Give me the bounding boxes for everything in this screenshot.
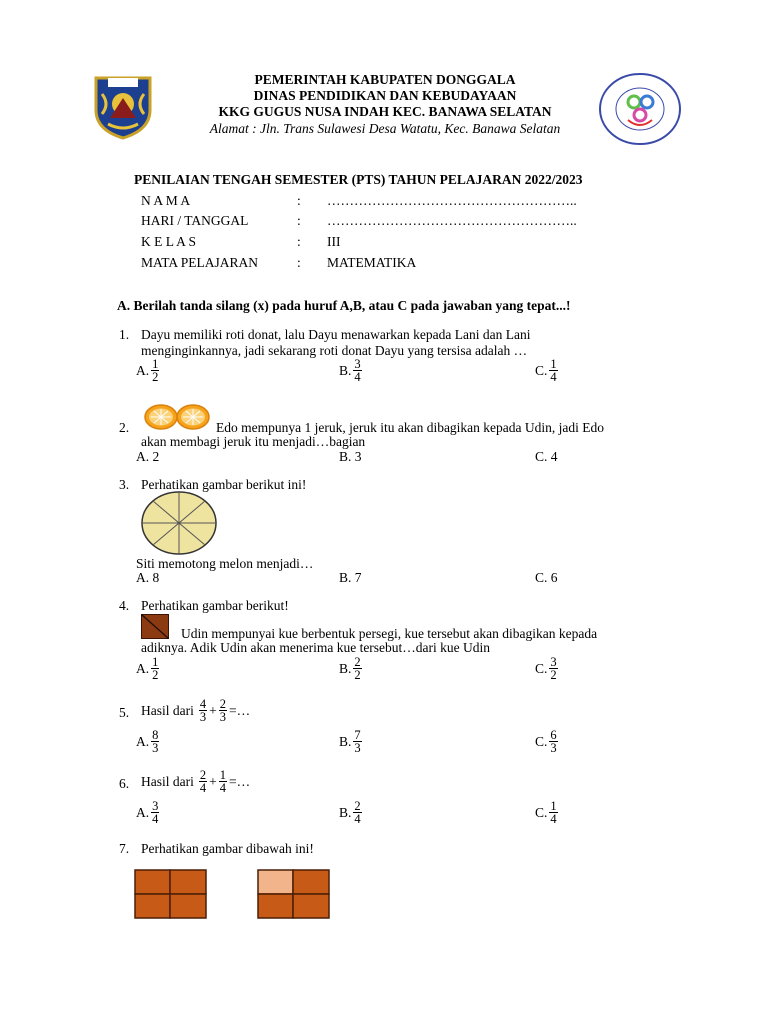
- exam-title: PENILAIAN TENGAH SEMESTER (PTS) TAHUN PELAJARAN 2022/2023: [134, 172, 583, 187]
- q6-option-b[interactable]: [339, 800, 362, 825]
- q2-number: 2.: [119, 420, 130, 435]
- identity-sep-name: :: [297, 193, 301, 208]
- q1-option-b[interactable]: [339, 358, 362, 383]
- q2-option-a[interactable]: A. 2: [136, 449, 160, 464]
- option-letter: B.: [339, 660, 352, 676]
- identity-sep-subject: :: [297, 255, 301, 270]
- identity-sep-date: :: [297, 213, 301, 228]
- fraction: [549, 358, 557, 383]
- header-line-2: DINAS PENDIDIKAN DAN KEBUDAYAAN: [253, 88, 517, 103]
- regency-logo: [90, 74, 156, 140]
- denominator: 4: [199, 781, 207, 795]
- expression-suffix: =…: [229, 773, 251, 789]
- q7-number: 7.: [119, 841, 130, 856]
- numerator: 1: [550, 799, 557, 813]
- option-letter: C.: [535, 804, 548, 820]
- q4-line-2: Udin mempunyai kue berbentuk persegi, kue tersebut akan dibagikan kepada: [181, 626, 598, 641]
- q1-option-c[interactable]: [535, 358, 558, 383]
- numerator: 2: [219, 697, 226, 711]
- q3-option-a[interactable]: A. 8: [136, 570, 160, 585]
- expression-suffix: =…: [229, 702, 251, 718]
- option-letter: B.: [339, 362, 352, 378]
- fraction: [353, 656, 361, 681]
- numerator: 2: [199, 768, 207, 782]
- fraction: [219, 769, 227, 794]
- denominator: 3: [354, 741, 361, 755]
- denominator: 2: [152, 668, 159, 682]
- option-letter: B.: [339, 733, 352, 749]
- orange-halves-image: [143, 403, 213, 431]
- numerator: 8: [152, 728, 159, 742]
- q1-line-1: Dayu memiliki roti donat, lalu Dayu menawarkan kepada Lani dan Lani: [141, 327, 531, 342]
- q3-option-b[interactable]: B. 7: [339, 570, 362, 585]
- denominator: 2: [550, 668, 557, 682]
- q7-cake-figure-1: [134, 869, 207, 919]
- fraction: [151, 358, 159, 383]
- denominator: 3: [152, 741, 159, 755]
- identity-sep-class: :: [297, 234, 301, 249]
- option-letter: A.: [136, 733, 150, 749]
- header-line-1: PEMERINTAH KABUPATEN DONGGALA: [254, 72, 516, 87]
- q3-line-2: Siti memotong melon menjadi…: [136, 556, 314, 571]
- numerator: 6: [550, 728, 557, 742]
- identity-label-class: K E L A S: [141, 234, 197, 249]
- expression-prefix: Hasil dari: [141, 773, 194, 789]
- q2-option-b[interactable]: B. 3: [339, 449, 362, 464]
- denominator: 4: [152, 812, 159, 826]
- denominator: 4: [219, 781, 226, 795]
- melon-slices-image: [140, 490, 218, 556]
- fraction: [549, 800, 557, 825]
- identity-value-class: III: [327, 234, 341, 249]
- fraction: [219, 698, 227, 723]
- q6-option-a[interactable]: [136, 800, 159, 825]
- denominator: 3: [550, 741, 557, 755]
- q6-number: 6.: [119, 776, 130, 791]
- fraction: [549, 656, 557, 681]
- q4-line-3: adiknya. Adik Udin akan menerima kue tersebut…dari kue Udin: [141, 640, 491, 655]
- numerator: 4: [199, 697, 207, 711]
- denominator: 4: [354, 812, 361, 826]
- option-letter: C.: [535, 733, 548, 749]
- numerator: 3: [550, 655, 557, 669]
- denominator: 3: [199, 710, 207, 724]
- numerator: 1: [219, 768, 226, 782]
- fraction: [199, 769, 207, 794]
- q4-option-a[interactable]: [136, 656, 159, 681]
- q2-line-1: Edo mempunya 1 jeruk, jeruk itu akan dibagikan kepada Udin, jadi Edo: [216, 420, 605, 435]
- fraction: [353, 358, 361, 383]
- identity-value-subject: MATEMATIKA: [327, 255, 417, 270]
- identity-value-date[interactable]: ………………………………………………..: [327, 213, 577, 228]
- fraction: [151, 656, 159, 681]
- fraction: [353, 800, 361, 825]
- q3-line-1: Perhatikan gambar berikut ini!: [141, 477, 307, 492]
- identity-value-name[interactable]: ………………………………………………..: [327, 193, 577, 208]
- q2-option-c[interactable]: C. 4: [535, 449, 558, 464]
- option-letter: A.: [136, 362, 150, 378]
- denominator: 2: [152, 370, 159, 384]
- numerator: 3: [152, 799, 159, 813]
- identity-label-name: N A M A: [141, 193, 191, 208]
- fraction: [151, 729, 159, 754]
- section-a-instruction: A. Berilah tanda silang (x) pada huruf A,B, atau C pada jawaban yang tepat...!: [117, 298, 571, 313]
- denominator: 4: [354, 370, 361, 384]
- option-letter: C.: [535, 362, 548, 378]
- numerator: 7: [354, 728, 361, 742]
- denominator: 2: [354, 668, 361, 682]
- operator: +: [209, 773, 217, 789]
- q1-line-2: menginginkannya, jadi sekarang roti donat Dayu yang tersisa adalah …: [141, 343, 528, 358]
- q4-line-1: Perhatikan gambar berikut!: [141, 598, 289, 613]
- expression-prefix: Hasil dari: [141, 702, 194, 718]
- q5-option-a[interactable]: [136, 729, 159, 754]
- q7-cake-figure-2: [257, 869, 330, 919]
- q5-expression: [141, 698, 250, 723]
- identity-label-subject: MATA PELAJARAN: [141, 255, 259, 270]
- q7-line-1: Perhatikan gambar dibawah ini!: [141, 841, 314, 856]
- q5-option-b[interactable]: [339, 729, 362, 754]
- identity-label-date: HARI / TANGGAL: [141, 213, 249, 228]
- numerator: 3: [354, 357, 361, 371]
- numerator: 2: [354, 655, 361, 669]
- fraction: [549, 729, 557, 754]
- q4-option-c[interactable]: [535, 656, 558, 681]
- q4-option-b[interactable]: [339, 656, 362, 681]
- numerator: 1: [152, 357, 159, 371]
- numerator: 1: [152, 655, 159, 669]
- numerator: 1: [550, 357, 557, 371]
- q1-number: 1.: [119, 327, 130, 342]
- q1-option-a[interactable]: [136, 358, 159, 383]
- option-letter: A.: [136, 660, 150, 676]
- option-letter: C.: [535, 660, 548, 676]
- q4-number: 4.: [119, 598, 130, 613]
- denominator: 4: [550, 370, 557, 384]
- q6-expression: [141, 769, 250, 794]
- q3-option-c[interactable]: C. 6: [535, 570, 558, 585]
- q5-number: 5.: [119, 705, 130, 720]
- numerator: 2: [354, 799, 361, 813]
- denominator: 4: [550, 812, 557, 826]
- option-letter: B.: [339, 804, 352, 820]
- fraction: [199, 698, 207, 723]
- header-line-3: KKG GUGUS NUSA INDAH KEC. BANAWA SELATAN: [218, 104, 552, 119]
- q5-option-c[interactable]: [535, 729, 558, 754]
- option-letter: A.: [136, 804, 150, 820]
- operator: +: [209, 702, 217, 718]
- square-cake-image: [141, 614, 169, 639]
- header-address: Alamat : Jln. Trans Sulawesi Desa Watatu, Kec. Banawa Selatan: [209, 121, 561, 136]
- fraction: [353, 729, 361, 754]
- denominator: 3: [219, 710, 226, 724]
- q2-line-2: akan membagi jeruk itu menjadi…bagian: [141, 434, 366, 449]
- fraction: [151, 800, 159, 825]
- q6-option-c[interactable]: [535, 800, 558, 825]
- q3-number: 3.: [119, 477, 130, 492]
